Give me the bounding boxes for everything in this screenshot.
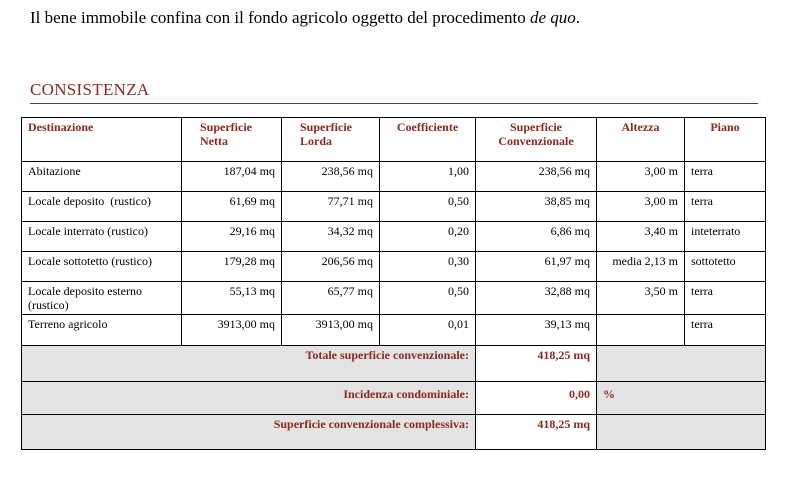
cell-coefficiente: 0,20 (380, 222, 476, 252)
cell-coefficiente: 0,50 (380, 282, 476, 315)
complessiva-value: 418,25 mq (476, 415, 597, 450)
cell-destinazione: Abitazione (22, 162, 182, 192)
cell-coefficiente: 0,30 (380, 252, 476, 282)
complessiva-label: Superficie convenzionale complessiva: (22, 415, 476, 450)
header-altezza: Altezza (597, 118, 685, 162)
total-row-filler (597, 346, 766, 382)
cell-netta: 55,13 mq (182, 282, 282, 315)
cell-convenzionale: 38,85 mq (476, 192, 597, 222)
cell-altezza: 3,00 m (597, 162, 685, 192)
cell-convenzionale: 238,56 mq (476, 162, 597, 192)
header-superficie-netta: Superficie Netta (182, 118, 282, 162)
complessiva-row-filler (597, 415, 766, 450)
cell-lorda: 238,56 mq (282, 162, 380, 192)
cell-altezza: 3,40 m (597, 222, 685, 252)
total-row (22, 346, 766, 382)
table-row (22, 222, 766, 252)
cell-destinazione: Locale interrato (rustico) (22, 222, 182, 252)
incidenza-unit: % (597, 382, 766, 415)
header-coefficiente: Coefficiente (380, 118, 476, 162)
cell-netta: 187,04 mq (182, 162, 282, 192)
header-superficie-convenzionale: Superficie Convenzionale (476, 118, 597, 162)
cell-coefficiente: 0,50 (380, 192, 476, 222)
cell-netta: 61,69 mq (182, 192, 282, 222)
table-header-row (22, 118, 766, 162)
incidenza-label: Incidenza condominiale: (22, 382, 476, 415)
table-row (22, 282, 766, 315)
totale-superficie-value: 418,25 mq (476, 346, 597, 382)
cell-lorda: 34,32 mq (282, 222, 380, 252)
header-destinazione: Destinazione (22, 118, 182, 162)
cell-netta: 3913,00 mq (182, 315, 282, 346)
totale-superficie-label: Totale superficie convenzionale: (22, 346, 476, 382)
cell-piano: terra (685, 315, 766, 346)
table-row (22, 162, 766, 192)
intro-italic: de quo (529, 8, 576, 27)
incidenza-value: 0,00 (476, 382, 597, 415)
incidenza-row (22, 382, 766, 415)
cell-piano: inteterrato (685, 222, 766, 252)
cell-altezza: 3,50 m (597, 282, 685, 315)
intro-paragraph (30, 8, 580, 28)
table-row (22, 192, 766, 222)
cell-piano: sottotetto (685, 252, 766, 282)
cell-piano: terra (685, 192, 766, 222)
cell-piano: terra (685, 282, 766, 315)
cell-altezza (597, 315, 685, 346)
cell-destinazione: Terreno agricolo (22, 315, 182, 346)
cell-piano: terra (685, 162, 766, 192)
cell-convenzionale: 39,13 mq (476, 315, 597, 346)
cell-convenzionale: 32,88 mq (476, 282, 597, 315)
table-row (22, 315, 766, 346)
consistenza-table (21, 117, 766, 450)
cell-convenzionale: 61,97 mq (476, 252, 597, 282)
intro-text: Il bene immobile confina con il fondo agricolo oggetto del procedimento (30, 8, 530, 27)
cell-lorda: 206,56 mq (282, 252, 380, 282)
complessiva-row (22, 415, 766, 450)
cell-lorda: 77,71 mq (282, 192, 380, 222)
cell-convenzionale: 6,86 mq (476, 222, 597, 252)
intro-end: . (575, 8, 580, 27)
cell-destinazione: Locale sottotetto (rustico) (22, 252, 182, 282)
section-divider (30, 103, 758, 104)
table-row (22, 252, 766, 282)
section-title: CONSISTENZA (30, 80, 150, 99)
cell-destinazione: Locale deposito (rustico) (22, 192, 182, 222)
cell-lorda: 3913,00 mq (282, 315, 380, 346)
header-superficie-lorda: Superficie Lorda (282, 118, 380, 162)
cell-netta: 29,16 mq (182, 222, 282, 252)
cell-destinazione: Locale deposito esterno (rustico) (22, 282, 182, 315)
cell-lorda: 65,77 mq (282, 282, 380, 315)
cell-coefficiente: 1,00 (380, 162, 476, 192)
cell-coefficiente: 0,01 (380, 315, 476, 346)
cell-altezza: 3,00 m (597, 192, 685, 222)
cell-altezza: media 2,13 m (597, 252, 685, 282)
cell-netta: 179,28 mq (182, 252, 282, 282)
header-piano: Piano (685, 118, 766, 162)
